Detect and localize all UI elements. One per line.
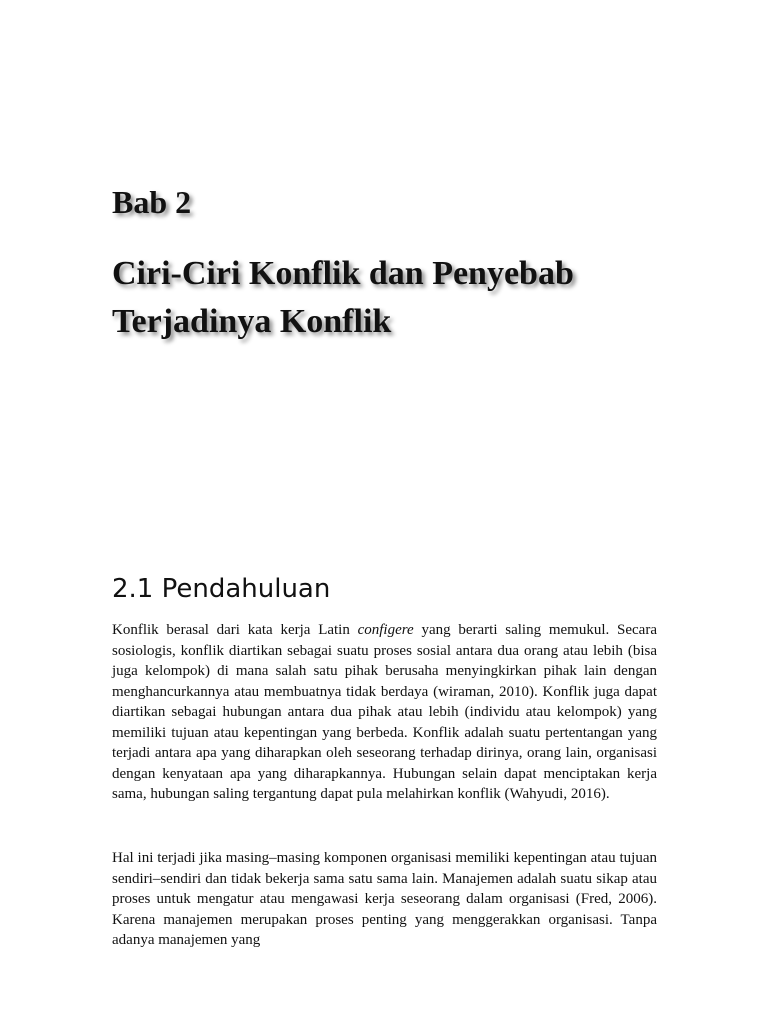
chapter-label: Bab 2 — [112, 184, 192, 220]
chapter-title — [112, 250, 672, 346]
chapter-title-line-2: Terjadinya Konflik — [112, 303, 392, 340]
paragraph-1-latin-term: configere — [357, 622, 414, 638]
paragraph-1-text-b: yang berarti saling memukul. Secara sosiologis, konflik diartikan sebagai suatu proses sosial antara dua orang atau lebih (bisa juga kelompok) di mana salah satu pihak berusaha menyingkirkan pihak lain dengan menghancurkannya atau membuatnya tidak berdaya (wiraman, 2010). Konflik juga dapat diartikan sebagai hubungan antara dua pihak atau lebih (individu atau kelompok) yang memiliki tujuan atau kepentingan yang berbeda. Konflik adalah suatu pertentangan yang terjadi antara apa yang diharapkan oleh seseorang terhadap dirinya, orang lain, organisasi dengan kenyataan apa yang diharapkannya. Hubungan selain dapat menciptakan kerja sama, hubungan saling tergantung dapat pula melahirkan konflik (Wahyudi, 2016). — [112, 622, 657, 802]
paragraph-1-text-a: Konflik berasal dari kata kerja Latin — [112, 622, 358, 638]
paragraph-1 — [112, 620, 657, 805]
chapter-title-line-1: Ciri-Ciri Konflik dan Penyebab — [112, 255, 574, 292]
paragraph-2: Hal ini terjadi jika masing–masing komponen organisasi memiliki kepentingan atau tujuan sendiri–sendiri dan tidak bekerja sama satu sama lain. Manajemen adalah suatu sikap atau proses untuk mengatur atau mengawasi kerja seseorang dalam organisasi (Fred, 2006). Karena manajemen merupakan proses penting yang menggerakkan organisasi. Tanpa adanya manajemen yang — [112, 850, 657, 948]
section-heading: 2.1 Pendahuluan — [112, 574, 331, 604]
